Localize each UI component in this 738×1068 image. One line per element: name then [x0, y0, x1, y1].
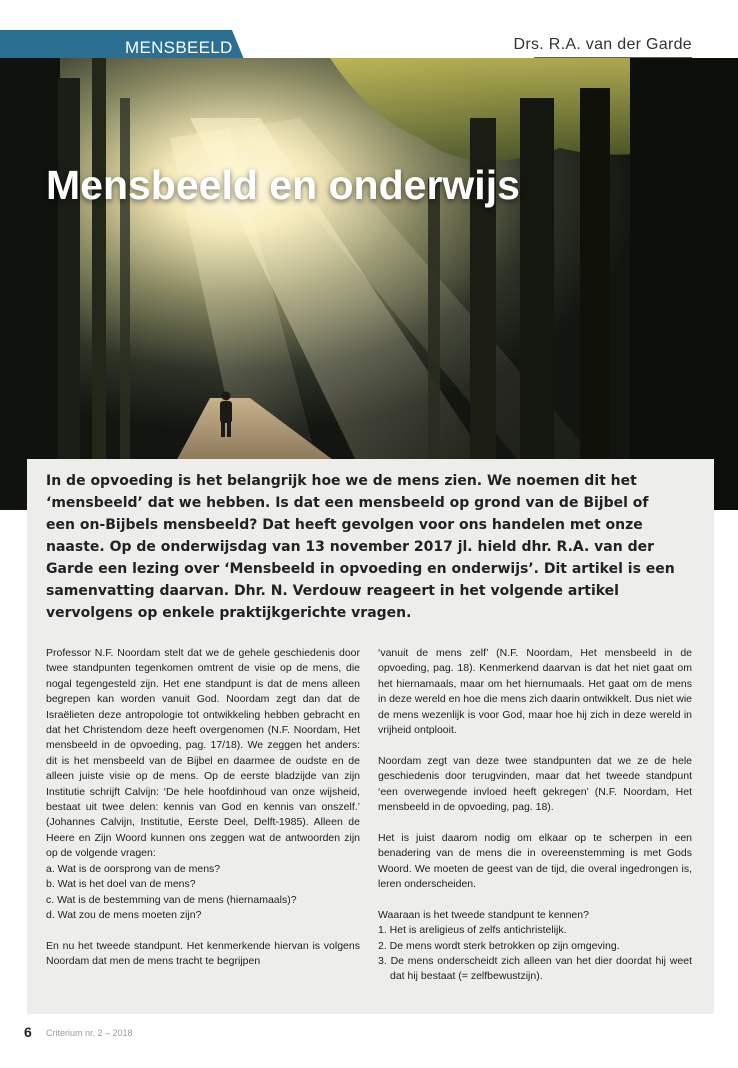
right-paragraph-4: Waaraan is het tweede standpunt te kennen?: [378, 908, 589, 921]
left-paragraph-1: Professor N.F. Noordam stelt dat we de gehele geschiedenis door twee standpunten tegenkomen omtrent de visie op de mens, die nogal tegengesteld zijn. Het ene standpunt is dat de mens alleen begrepen kan worden vanuit God. Noordam zegt dan dat de Israëlieten deze antropologie tot ontwikkeling hebben gebracht en dat het Christendom deze heeft overgenomen (N.F. Noordam, Het mensbeeld in de opvoeding, pag. 17/18). We zeggen het anders: dit is het mensbeeld van de Bijbel en daarmee de oudste en de alleen juiste visie op de mens. Op de eerste bladzijde van zijn Institutie schrijft Calvijn: ‘De hele hoofdinhoud van onze wijsheid, bestaat uit twee delen: kennis van God en kennis van onszelf.’ (Johannes Calvijn, Institutie, Eerste Deel, Delft-1985). Alleen de Heere en Zijn Woord kunnen ons zeggen wat de antwoorden zijn op de volgende vragen:: [46, 647, 360, 860]
author-name: Drs. R.A. van der Garde: [513, 36, 692, 53]
right-paragraph-1: ‘vanuit de mens zelf’ (N.F. Noordam, Het mensbeeld in de opvoeding, pag. 18). Kenmerkend daarvan is dat het niet gaat om het hiernamaals, maar om het hiernumaals. Het gaat om de mens in deze wereld en hoe die mens zich daarin ontwikkelt. Dus niet wie de mens wezenlijk is voor God, maar hoe hij zich in deze wereld in vrijheid ontplooit.: [378, 647, 693, 737]
standpoint-item: 1. Het is areligieus of zelfs antichristelijk.: [378, 924, 567, 937]
article-title: Mensbeeld en onderwijs: [46, 162, 520, 208]
question-item: b. Wat is het doel van de mens?: [46, 878, 196, 891]
standpoint-item: 2. De mens wordt sterk betrokken op zijn omgeving.: [378, 939, 620, 952]
body-column-right: [378, 646, 692, 985]
question-list: [46, 862, 360, 924]
forest-light-figure-photo: [0, 58, 738, 510]
standpoint-item: 3. De mens onderscheidt zich alleen van het dier doordat hij weet dat hij bestaat (= zelfbewustzijn).: [378, 955, 692, 983]
question-item: c. Wat is de bestemming van de mens (hiernamaals)?: [46, 893, 297, 906]
intro-paragraph: In de opvoeding is het belangrijk hoe we de mens zien. We noemen dit het ‘mensbeeld’ dat we hebben. Is dat een mensbeeld op grond van de Bijbel of een on-Bijbels mensbeeld? Dat heeft gevolgen voor ons handelen met onze naaste. Op de onderwijsdag van 13 november 2017 jl. hield dhr. R.A. van der Garde een lezing over ‘Mensbeeld in opvoeding en onderwijs’. Dit artikel is een samenvatting daarvan. Dhr. N. Verdouw reageert in het volgende artikel vervolgens op enkele praktijkgerichte vragen.: [46, 473, 675, 621]
hero-image: [0, 58, 738, 510]
publication-info: Criterium nr. 2 – 2018: [46, 1028, 133, 1038]
right-paragraph-2: Noordam zegt van deze twee standpunten dat we ze de hele geschiedenis door terugvinden, maar dat het tweede standpunt ‘een overwegende invloed heeft gekregen’ (N.F. Noordam, Het mensbeeld in de opvoeding, pag. 18).: [378, 754, 692, 814]
section-label: MENSBEELD: [125, 38, 233, 57]
left-paragraph-2: En nu het tweede standpunt. Het kenmerkende hiervan is volgens Noordam dat men de mens tracht te begrijpen: [46, 939, 360, 968]
right-paragraph-3: Het is juist daarom nodig om elkaar op te scherpen in een benadering van de mens die in overeenstemming is met Gods Woord. We moeten de geest van de tijd, die overal ingedrongen is, leren onderscheiden.: [378, 831, 692, 891]
question-item: a. Wat is de oorsprong van de mens?: [46, 862, 221, 875]
standpoint-list: [378, 923, 692, 985]
page-number: 6: [24, 1024, 32, 1040]
question-item: d. Wat zou de mens moeten zijn?: [46, 908, 202, 921]
body-column-left: [46, 646, 360, 985]
